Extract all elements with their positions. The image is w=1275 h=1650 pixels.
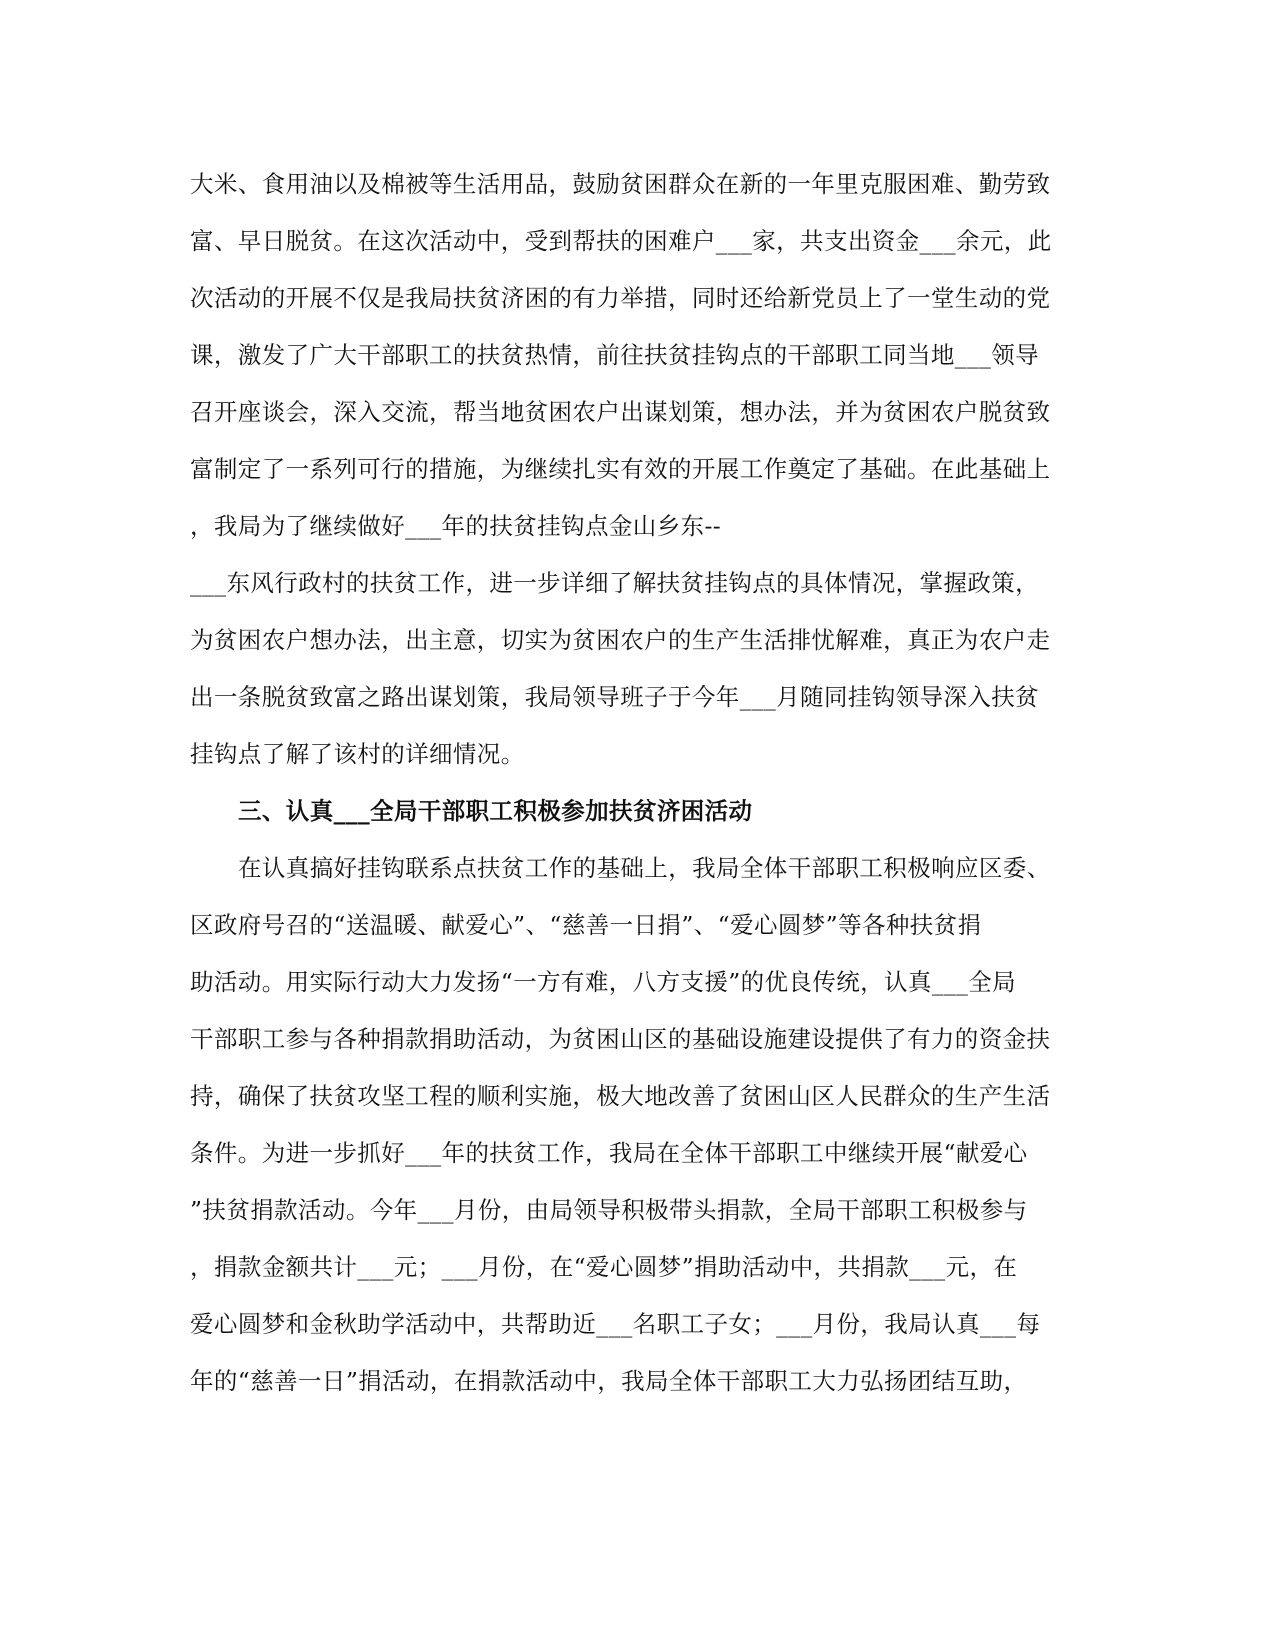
- text-line-16: 干部职工参与各种捐款捐助活动，为贫困山区的基础设施建设提供了有力的资金扶: [190, 1025, 1051, 1053]
- text-line-22: 年的“慈善一日”捐活动，在捐款活动中，我局全体干部职工大力弘扬团结互助，: [190, 1367, 1028, 1395]
- text-line-2: 富、早日脱贫。在这次活动中，受到帮扶的困难户___家，共支出资金___余元，此: [190, 227, 1052, 255]
- text-line-1: 大米、食用油以及棉被等生活用品，鼓励贫困群众在新的一年里克服困难、勤劳致: [190, 170, 1051, 198]
- text-line-3: 次活动的开展不仅是我局扶贫济困的有力举措，同时还给新党员上了一堂生动的党: [190, 284, 1051, 312]
- text-line-11: 挂钩点了解了该村的详细情况。: [190, 740, 525, 768]
- text-line-17: 持，确保了扶贫攻坚工程的顺利实施，极大地改善了贫困山区人民群众的生产生活: [190, 1082, 1051, 1110]
- text-line-9: 为贫困农户想办法，出主意，切实为贫困农户的生产生活排忧解难，真正为农户走: [190, 626, 1051, 654]
- text-line-5: 召开座谈会，深入交流，帮当地贫困农户出谋划策，想办法，并为贫困农户脱贫致: [190, 398, 1051, 426]
- text-line-13: 在认真搞好挂钩联系点扶贫工作的基础上，我局全体干部职工积极响应区委、: [238, 854, 1051, 882]
- text-line-6: 富制定了一系列可行的措施，为继续扎实有效的开展工作奠定了基础。在此基础上: [190, 455, 1051, 483]
- section-heading: 三、认真___全局干部职工积极参加扶贫济困活动: [238, 797, 753, 825]
- text-line-8: ___东风行政村的扶贫工作，进一步详细了解扶贫挂钩点的具体情况，掌握政策，: [190, 569, 1040, 597]
- text-line-7: ，我局为了继续做好___年的扶贫挂钩点金山乡东--: [190, 512, 722, 540]
- text-line-10: 出一条脱贫致富之路出谋划策，我局领导班子于今年___月随同挂钩领导深入扶贫: [190, 683, 1040, 711]
- text-line-15: 助活动。用实际行动大力发扬“一方有难，八方支援”的优良传统，认真___全局: [190, 968, 1017, 996]
- text-line-19: ”扶贫捐款活动。今年___月份，由局领导积极带头捐款，全局干部职工积极参与: [190, 1196, 1028, 1224]
- text-line-14: 区政府号召的“送温暖、献爱心”、“慈善一日捐”、“爱心圆梦”等各种扶贫捐: [190, 911, 982, 939]
- text-line-21: 爱心圆梦和金秋助学活动中，共帮助近___名职工子女；___月份，我局认真___每: [190, 1310, 1041, 1338]
- text-line-4: 课，激发了广大干部职工的扶贫热情，前往扶贫挂钩点的干部职工同当地___领导: [190, 341, 1040, 369]
- text-line-18: 条件。为进一步抓好___年的扶贫工作，我局在全体干部职工中继续开展“献爱心: [190, 1139, 1028, 1167]
- text-line-20: ，捐款金额共计___元；___月份，在“爱心圆梦”捐助活动中，共捐款___元，在: [190, 1253, 1018, 1281]
